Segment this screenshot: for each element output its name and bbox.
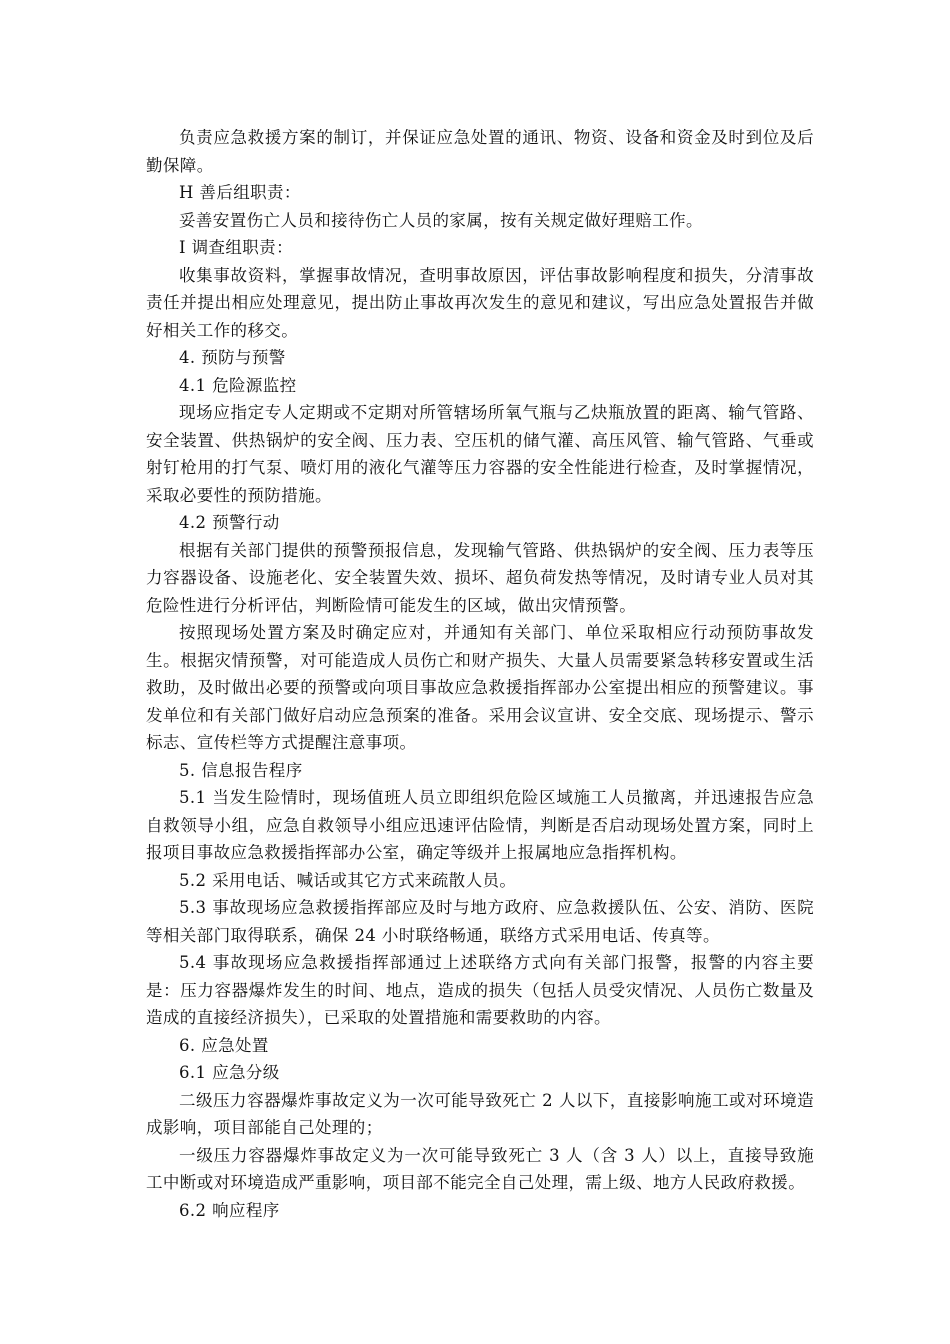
heading-aftermath-group: H 善后组职责： xyxy=(179,183,301,202)
heading-hazard-monitoring: 4.1 危险源监控 xyxy=(179,375,297,395)
heading-warning-action: 4.2 预警行动 xyxy=(179,513,280,532)
paragraph-investigation-duty: 收集事故资料，掌握事故情况，查明事故原因，评估事故影响程度和损失，分清事故责任并提出相应处理意见，提出防止事故再次发生的意见和建议，写出应急处置报告并做好相关工作的移交。 xyxy=(146,265,814,340)
heading-response-procedure: 6.2 响应程序 xyxy=(179,1200,280,1220)
paragraph-level-one: 一级压力容器爆炸事故定义为一次可能导致死亡 3 人（含 3 人）以上，直接导致施工中断或对环境造成严重影响，项目部不能完全自己处理，需上级、地方人民政府救援。 xyxy=(146,1145,814,1192)
heading-investigation-group: I 调查组职责： xyxy=(179,238,293,257)
heading-emergency-handling: 6. 应急处置 xyxy=(179,1035,269,1055)
paragraph-reporting-5-3: 5.3 事故现场应急救援指挥部应及时与地方政府、应急救援队伍、公安、消防、医院等相关部门取得联系，确保 24 小时联络畅通，联络方式采用电话、传真等。 xyxy=(146,898,814,945)
paragraph-response-plan: 按照现场处置方案及时确定应对，并通知有关部门、单位采取相应行动预防事故发生。根据灾情预警，对可能造成人员伤亡和财产损失、大量人员需要紧急转移安置或生活救助，及时做出必要的预警或向项目事故应急救援指挥部办公室提出相应的预警建议。事发单位和有关部门做好启动应急预案的准备。采用会议宣讲、安全交底、现场提示、警示标志、宣传栏等方式提醒注意事项。 xyxy=(146,623,814,752)
paragraph-hazard-monitoring: 现场应指定专人定期或不定期对所管辖场所氧气瓶与乙炔瓶放置的距离、输气管路、安全装置、供热锅炉的安全阀、压力表、空压机的储气灌、高压风管、输气管路、气垂或射钉枪用的打气泵、喷灯用的液化气灌等压力容器的安全性能进行检查，及时掌握情况，采取必要性的预防措施。 xyxy=(146,403,814,505)
paragraph-reporting-5-4: 5.4 事故现场应急救援指挥部通过上述联络方式向有关部门报警，报警的内容主要是：压力容器爆炸发生的时间、地点，造成的损失（包括人员受灾情况、人员伤亡数量及造成的直接经济损失），已采取的处置措施和需要救助的内容。 xyxy=(146,953,814,1027)
heading-emergency-levels: 6.1 应急分级 xyxy=(179,1063,280,1082)
paragraph-reporting-5-1: 5.1 当发生险情时，现场值班人员立即组织危险区域施工人员撤离，并迅速报告应急自救领导小组，应急自救领导小组应迅速评估险情，判断是否启动现场处置方案，同时上报项目事故应急救援指挥部办公室，确定等级并上报属地应急指挥机构。 xyxy=(146,788,814,862)
paragraph-aftermath-duty: 妥善安置伤亡人员和接待伤亡人员的家属，按有关规定做好理赔工作。 xyxy=(179,210,703,230)
paragraph-reporting-5-2: 5.2 采用电话、喊话或其它方式来疏散人员。 xyxy=(179,870,517,890)
document-body xyxy=(146,124,814,1224)
heading-prevention-warning: 4. 预防与预警 xyxy=(179,348,286,367)
heading-info-reporting: 5. 信息报告程序 xyxy=(179,760,303,780)
paragraph-logistics-duty: 负责应急救援方案的制订，并保证应急处置的通讯、物资、设备和资金及时到位及后勤保障。 xyxy=(146,128,814,175)
paragraph-warning-action: 根据有关部门提供的预警预报信息，发现输气管路、供热锅炉的安全阀、压力表等压力容器设备、设施老化、安全装置失效、损坏、超负荷发热等情况，及时请专业人员对其危险性进行分析评估，判断险情可能发生的区域，做出灾情预警。 xyxy=(146,540,814,615)
paragraph-level-two: 二级压力容器爆炸事故定义为一次可能导致死亡 2 人以下，直接影响施工或对环境造成影响，项目部能自己处理的； xyxy=(146,1090,814,1137)
